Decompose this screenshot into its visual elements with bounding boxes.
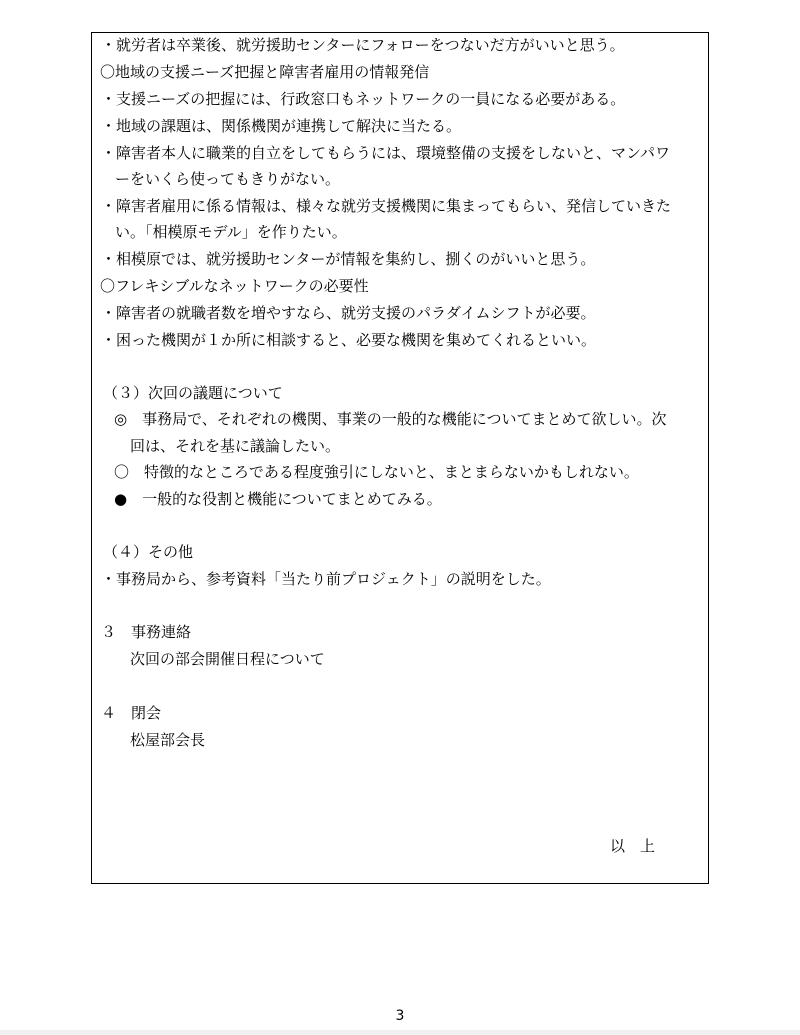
text-line: ● 一般的な役割と機能についてまとめてみる。 <box>114 490 442 508</box>
text-line: ・就労者は卒業後、就労援助センターにフォローをつないだ方がいいと思う。 <box>101 36 625 54</box>
section-heading: ４ 閉会 <box>101 704 162 722</box>
section-heading: ３ 事務連絡 <box>101 623 192 641</box>
text-line: ・困った機関が１か所に相談すると、必要な機関を集めてくれるといい。 <box>101 331 597 349</box>
section-heading: 〇地域の支援ニーズ把握と障害者雇用の情報発信 <box>100 63 430 81</box>
subsection-heading: （３）次回の議題について <box>103 384 283 402</box>
text-line: 〇 特徴的なところである程度強引にしないと、まとまらないかもしれない。 <box>114 463 639 481</box>
text-line-continuation: い。「相模原モデル」を作りたい。 <box>115 223 347 241</box>
text-line: ◎ 事務局で、それぞれの機関、事業の一般的な機能についてまとめて欲しい。次 <box>114 410 667 428</box>
text-line: ・障害者の就職者数を増やすなら、就労支援のパラダイムシフトが必要。 <box>101 304 596 322</box>
text-line: ・支援ニーズの把握には、行政窓口もネットワークの一員になる必要がある。 <box>101 90 626 108</box>
page-number: 3 <box>395 1008 405 1024</box>
closing-mark: 以 上 <box>610 837 656 855</box>
subsection-heading: （４）その他 <box>103 543 194 561</box>
section-heading: 〇フレキシブルなネットワークの必要性 <box>100 277 369 295</box>
text-line-continuation: 回は、それを基に議論したい。 <box>130 437 341 455</box>
text-line: ・相模原では、就労援助センターが情報を集約し、捌くのがいいと思う。 <box>101 250 596 268</box>
text-line: ・地域の課題は、関係機関が連携して解決に当たる。 <box>101 117 462 135</box>
text-line: 次回の部会開催日程について <box>130 650 325 668</box>
page-bottom-edge <box>0 1030 800 1035</box>
text-line: ・障害者雇用に係る情報は、様々な就労支援機関に集まってもらい、発信していきた <box>101 197 672 215</box>
text-line-continuation: ーをいくら使ってもきりがない。 <box>115 170 341 188</box>
text-line: 松屋部会長 <box>130 731 206 749</box>
text-line: ・事務局から、参考資料「当たり前プロジェクト」の説明をした。 <box>101 570 551 588</box>
text-line: ・障害者本人に職業的自立をしてもらうには、環境整備の支援をしないと、マンパワ <box>101 144 670 162</box>
